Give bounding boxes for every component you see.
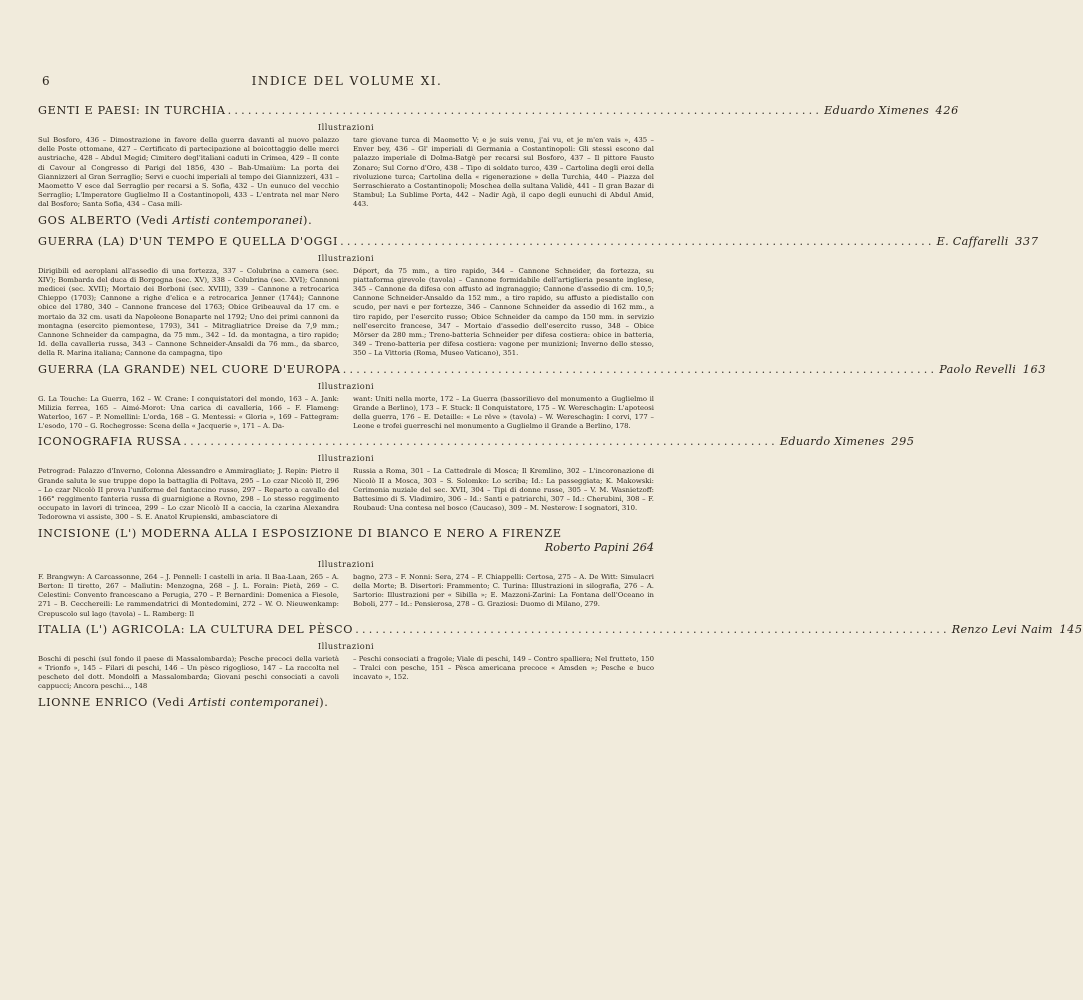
illustrations-col-right: Russia a Roma, 301 – La Cattedrale di Mosca; Il Kremlino, 302 – L'incoronazione di Nicolò II a Mosca, 303 – S. Solomko: Lo scriba; Id.: La passeggiata; K. Makowski: Cerimonia nuziale del sec. XVII, 304 – Tipi di donne russe, 305 – V. M. Wasnietzoff: Battesimo di S. Vladimiro, 306 – Id.: Santi e patriarchi, 307 – Id.: Cherubini, 308 – F. Roubaud: Una contesa nel bosco (Caucaso), 309 – M. Nesterow: I sognatori, 310.	[353, 467, 654, 513]
entry-heading	[38, 362, 1047, 376]
illustrations-label: Illustrazioni	[317, 558, 375, 569]
illustrations-label: Illustrazioni	[317, 380, 375, 391]
illustrations-label: Illustrazioni	[317, 122, 375, 132]
illustrations-col-right: bagno, 273 – F. Nonni: Sera, 274 – F. Chiappelli: Certosa, 275 – A. De Witt: Simulacri della Morte; B. Disertori: Frammento; C. Turina: Illustrazioni in silografia, 276 – A. Sartorio: Illustrazioni per « Sibilla »; E. Mazzoni-Zarini: La Fontana dell'Oceano in Boboli, 277 – Id.: Pensierosa, 278 – G. Graziosi: Duomo di Milano, 279.	[353, 572, 654, 609]
illustrations-columns	[38, 395, 654, 432]
illustrations-col-left: Dirigibili ed aeroplani all'assedio di una fortezza, 337 – Colubrina a camera (sec. XIV); Bombarda del duca di Borgogna (sec. XV), 338 – Colubrina (sec. XVI); Cannoni medicei (sec. XVII); Mortaio dei Borboni (sec. XVIII), 339 – Cannone a retrocarica Chieppo (1703); Cannone a righe d'elica e a retrocarica Jenner (1744); Cannone obice del 1780, 340 – Cannone francese del 1763; Obice Gribeauval da 17 cm. e mortaio da 32 cm. usati da Napoleone Bonaparte nel 1792; Uno dei primi cannoni da montagna (esercito piemontese, 1793), 341 – Mitragliatrice Dreise da 7,9 mm.; Cannone Schneider da campagna, da 75 mm., 342 – Id. da montagna, a tiro rapido; Id. della cavalleria russa, 343 – Cannone Schneider-Ansaldi da 76 mm., da sbarco, della R. Marina italiana; Cannone da campagna, tipo	[38, 266, 339, 358]
entry-heading	[38, 234, 1039, 248]
entry-tail: ).	[303, 213, 313, 227]
illustrations-columns	[38, 136, 654, 210]
entry-guerra-d-un-tempo	[38, 234, 1039, 359]
illustrations-col-left: Boschi di peschi (sul fondo il paese di Massalombarda); Pesche precoci della varietà « Trionfo », 145 – Filari di peschi, 146 – Un pèsco rigoglioso, 147 – La raccolta nel pescheto del dott. Mondolfi a Massalombarda; Giovani peschi consociati a cavoli cappucci; Ancora peschi..., 148	[38, 654, 339, 691]
entry-heading	[38, 527, 654, 540]
illustrations-label: Illustrazioni	[317, 453, 375, 464]
illustrations-col-right: tare giovane turca di Maometto V; e je suis venu, j'ai vu, et je m'en vais », 435 – Enver bey, 436 – Gl' imperiali di Germania a Costantinopoli: Gli stessi escono dal palazzo imperiale di Dolma-Batgè per recarsi sul Bosforo, 437 – Il pittore Fausto Zonaro; Sul Corno d'Oro, 438 – Tipo di soldato turco, 439 – Cartolina degli eroi della rivoluzione turca; Cartolina della « rigenerazione » della Turchia, 440 – Piazza del Serraschierato a Costantinopoli; Moschea della sultana Validè, 441 – Il gran Bazar di Stambul; La Sublime Porta, 442 – Nadir Agà, il capo degli eunuchi di Abdul Amid, 443.	[353, 136, 654, 209]
entry-genti-e-paesi	[38, 104, 959, 210]
entry-heading	[38, 622, 1083, 636]
entry-title: GUERRA (LA) D'UN TEMPO E QUELLA D'OGGI	[38, 234, 339, 248]
illustrations-col-left: Petrograd: Palazzo d'Inverno, Colonna Alessandro e Ammiragliato; J. Repin: Pietro il Grande saluta le sue truppe dopo la battaglia di Poltava, 295 – Lo czar Nicolò II, 296 – Lo czar Nicolò II prova l'uniforme del fantaccino russo, 297 – Reparto a cavallo del 166° reggimento fanteria russa di guarnigione a Rovno, 298 – Lo stesso reggimento occupato in lavori di trincea, 299 – Lo czar Nicolò II a caccia, la czarina Alexandra Tedorowna vi assiste, 300 – S. E. Anatol Krupienski, ambasciatore di	[38, 467, 339, 522]
illustrations-col-right: Déport, da 75 mm., a tiro rapido, 344 – Cannone Schneider, da fortezza, su piattaforma girevole (tavola) – Cannone formidabile dell'artiglieria pesante inglese, 345 – Cannone da difesa con affusto ad ingranaggio; Cannone d'assedio di cm. 10,5; Cannone Schneider-Ansaldo da 152 mm., a tiro rapido, su affusto a piedistallo con scudo, per navi e per fortezze, 346 – Cannone Schneider da assedio di 162 mm., a tiro rapido, per l'esercito russo; Obice Schneider da campo da 150 mm. in servizio nell'esercito francese, 347 – Mortaio d'assedio dell'esercito russo, 348 – Obice Mörser da 280 mm.; Treno-batteria Schneider per difesa costiera: obice in batteria, 349 – Treno-batteria per difesa costiera: vagone per munizioni; Inverno dello stesso, 350 – La Vittoria (Roma, Museo Vaticano), 351.	[353, 266, 654, 358]
entry-title: GUERRA (LA GRANDE) NEL CUORE D'EUROPA	[38, 362, 341, 376]
leader-dots: ........................................................................................	[227, 104, 823, 117]
entry-title: GENTI E PAESI: IN TURCHIA	[38, 104, 226, 117]
illustrations-col-left: F. Brangwyn: A Carcassonne, 264 – J. Pennell: I castelli in aria. Il Baa-Laan, 265 – A. Berton: Il tiretto, 267 – Malìutin: Menzogna, 268 – J. L. Forain: Pietà, 269 – C. Celestini: Convento francescano a Perugia, 270 – P. Bernardini: Domenica a Fiesole, 271 – B. Cecchereili: Le rammendatrici di Montedomini, 272 – W. O. Nieuwenkamp: Crepuscolo sul lago (tavola) – L. Ramberg: Il	[38, 572, 339, 618]
leader-dots: ........................................................................................	[355, 622, 950, 636]
entry-guerra-grande	[38, 362, 1047, 432]
illustrations-columns	[38, 655, 654, 692]
entry-title: ITALIA (L') AGRICOLA: LA CULTURA DEL PÈSCO	[38, 622, 354, 636]
entry-text: LIONNE ENRICO (Vedi	[38, 695, 189, 709]
entry-tail: ).	[319, 695, 329, 709]
illustrations-label: Illustrazioni	[317, 252, 375, 263]
illustrations-columns	[38, 573, 654, 619]
leader-dots: ........................................................................................	[183, 435, 778, 449]
entry-page: 337	[1015, 234, 1039, 248]
illustrations-col-left: Sul Bosforo, 436 – Dimostrazione in favore della guerra davanti al nuovo palazzo delle Poste ottomane, 427 – Certificato di partecipazione al boicottaggio delle merci austriache, 428 – Abdul Megid; Cimitero degl'italiani caduti in Crimea, 429 – Il conte di Cavour al Congresso di Parigi del 1856, 430 – Bab-Umaiùm: La porta dei Giannizzeri al Gran Serraglio; Servi e cuochi imperiali al tempo dei Giannizzeri, 431 – Maometto V esce dal Serraglio per recarsi a S. Sofia, 432 – Un eunuco del vecchio Serraglio; L'Imperatore Guglielmo II a Costantinopoli, 433 – L'entrata nel mar Nero dal Bosforo; Santa Sofia, 434 – Casa mili-	[38, 136, 339, 209]
illustrations-columns	[38, 267, 654, 359]
leader-dots: ........................................................................................	[342, 362, 938, 376]
entry-gos-alberto	[38, 214, 654, 227]
entry-author: Paolo Revelli	[939, 362, 1017, 376]
entry-ref: Artisti contemporanei	[188, 695, 320, 709]
entry-italia-agricola	[38, 622, 1083, 692]
entry-incisione-moderna	[38, 527, 654, 619]
entry-page: 295	[891, 435, 915, 449]
page-number: 6	[42, 74, 51, 88]
entry-lionne-enrico	[38, 696, 654, 709]
entry-author: Roberto Papini	[544, 540, 630, 554]
entry-page: 145	[1059, 622, 1083, 636]
entry-author: Eduardo Ximenes	[779, 435, 885, 449]
illustrations-label: Illustrazioni	[317, 640, 375, 651]
entry-page: 163	[1022, 362, 1047, 376]
entry-author: Eduardo Ximenes	[824, 104, 929, 117]
illustrations-col-right: – Peschi consociati a fragole; Viale di peschi, 149 – Contro spalliera; Nel frutteto, 150 – Tralci con pesche, 151 – Pèsca americana precoce « Amsden »; Pesche e buco incavato », 152.	[353, 654, 654, 682]
entry-page: 426	[935, 104, 959, 117]
entry-text: GOS ALBERTO (Vedi	[38, 213, 173, 227]
index-entries	[38, 104, 1083, 717]
entry-iconografia-russa	[38, 435, 915, 522]
entry-ref: Artisti contemporanei	[172, 213, 304, 227]
entry-heading	[38, 104, 959, 117]
entry-author: Renzo Levi Naim	[951, 622, 1053, 636]
entry-author: E. Caffarelli	[936, 234, 1009, 248]
illustrations-col-left: G. La Touche: La Guerra, 162 – W. Crane: I conquistatori del mondo, 163 – A. Jank: Milizia ferrea, 165 – Aimé-Morot: Una carica di cavalleria, 166 – F. Flameng: Waterloo, 167 – P. Nomellini: L'orda, 168 – G. Mentessi: « Gloria », 169 – Fattegram: L'esodo, 170 – G. Rochegrosse: Scena della « Jacquerie », 171 – A. Da-	[38, 394, 339, 431]
entry-title: INCISIONE (L') MODERNA ALLA I ESPOSIZIONE DI BIANCO E NERO A FIRENZE	[38, 526, 562, 540]
illustrations-columns	[38, 467, 654, 522]
entry-heading	[38, 435, 915, 449]
leader-dots: ........................................................................................	[340, 234, 935, 248]
entry-title: ICONOGRAFIA RUSSA	[38, 435, 182, 449]
illustrations-col-right: want: Uniti nella morte, 172 – La Guerra (bassorilievo del monumento a Guglielmo il Grande a Berlino), 173 – F. Stuck: Il Conquistatore, 175 – W. Wereschagin: L'apoteosi della guerra, 176 – E. Detaille: « Le rêve » (tavola) – W. Wereschagin: I corvi, 177 – Leone e trofei guerreschi nel monumento a Guglielmo il Grande a Berlino, 178.	[353, 394, 654, 431]
entry-heading-second-line	[38, 541, 654, 554]
entry-page: 264	[632, 540, 654, 554]
running-head: INDICE DEL VOLUME XI.	[251, 74, 443, 88]
